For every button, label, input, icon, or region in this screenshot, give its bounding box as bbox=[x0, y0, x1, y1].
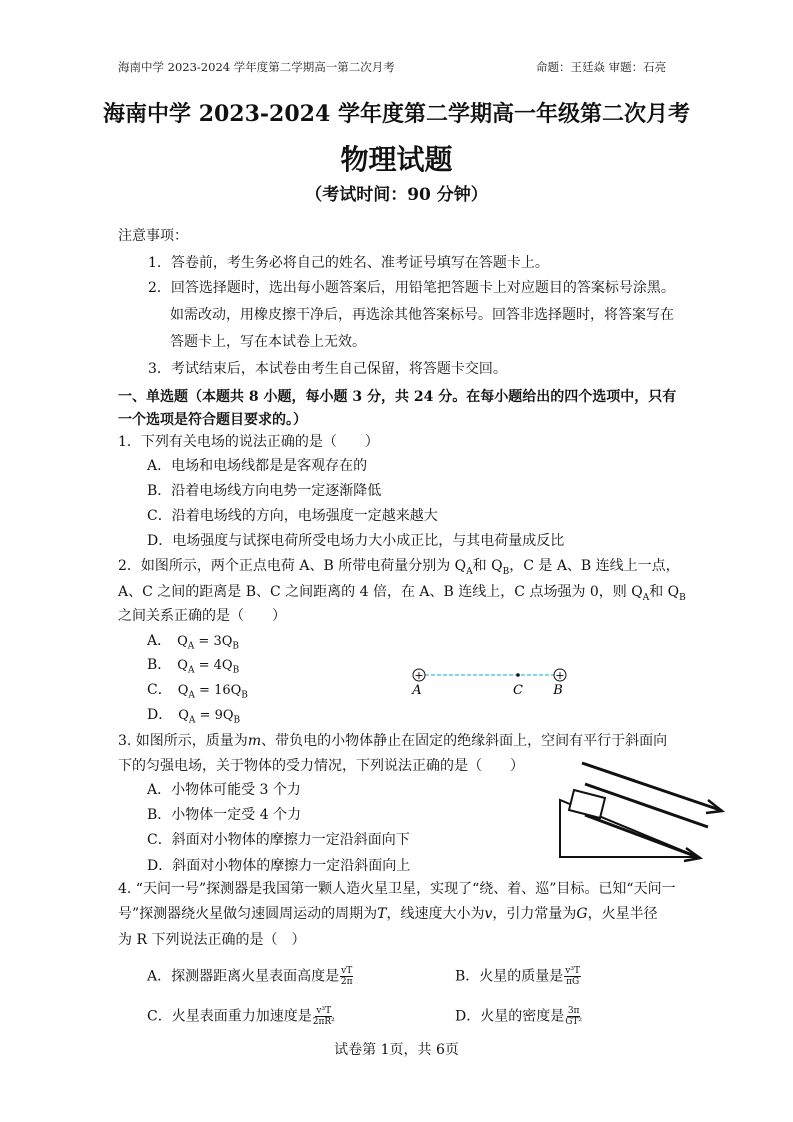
q4-stem-end: 为 R 下列说法正确的是（ ） bbox=[118, 932, 306, 948]
q2-option: D． $Q_A = 9Q_B$ bbox=[147, 707, 241, 726]
header-left: 海南中学 2023-2024 学年度第二学期高一第二次月考 bbox=[118, 60, 395, 74]
q2-option: B． $Q_A = 4Q_B$ bbox=[147, 657, 240, 676]
label-b: B bbox=[553, 683, 563, 698]
point-c bbox=[516, 673, 520, 677]
q2-option: C． $Q_A = 16Q_B$ bbox=[147, 682, 248, 701]
page-footer: 试卷第 1页，共 6页 bbox=[334, 1042, 459, 1058]
q3-option: C．斜面对小物体的摩擦力一定沿斜面向下 bbox=[147, 832, 410, 848]
charge-a-sign: + bbox=[414, 669, 424, 682]
q4-option: C．火星表面重力加速度是 $\frac{\text{v³T}}{\text{2πR²}}$ bbox=[147, 1006, 335, 1027]
label-a: A bbox=[412, 683, 422, 698]
q1-option: C．沿着电场线的方向，电场强度一定越来越大 bbox=[147, 508, 438, 524]
q2-stem-end: 之间关系正确的是（ ） bbox=[118, 608, 286, 624]
section-heading-cont: 一个选项是符合题目要求的。） bbox=[118, 412, 307, 428]
exam-duration: （考试时间：90 分钟） bbox=[305, 185, 488, 205]
q3-option: B．小物体一定受 4 个力 bbox=[147, 807, 302, 823]
note-item: 3．考试结束后，本试卷由考生自己保留，将答题卡交回。 bbox=[148, 361, 507, 377]
charge-b-sign: + bbox=[555, 669, 565, 682]
label-c: C bbox=[513, 683, 523, 698]
notes-heading: 注意事项： bbox=[118, 228, 188, 244]
exam-title: 海南中学 2023-2024 学年度第二学期高一年级第二次月考 bbox=[103, 101, 690, 127]
q4-option: D．火星的密度是 $\frac{3\pi}{\text{GT²}}$ bbox=[455, 1006, 583, 1027]
q1-option: A．电场和电场线都是是客观存在的 bbox=[147, 458, 368, 474]
q4-option: B．火星的质量是 $\frac{\text{v³T}}{\pi G}$ bbox=[455, 966, 580, 987]
q1-stem: 1．下列有关电场的说法正确的是（ ） bbox=[118, 434, 379, 450]
section-heading: 一、单选题（本题共 8 小题，每小题 3 分，共 24 分。在每小题给出的四个选项中，只有 bbox=[118, 389, 677, 405]
charges-diagram bbox=[400, 660, 580, 700]
q2-option: A． $Q_A = 3Q_B$ bbox=[147, 633, 240, 652]
note-item: 1．答卷前，考生务必将自己的姓名、准考证号填写在答题卡上。 bbox=[148, 255, 549, 271]
note-item: 2．回答选择题时，选出每小题答案后，用铅笔把答题卡上对应题目的答案标号涂黑。 bbox=[148, 280, 675, 296]
incline-diagram bbox=[530, 760, 730, 870]
note-item: 答题卡上，写在本试卷上无效。 bbox=[170, 334, 366, 350]
q4-stem-cont: 号”探测器绕火星做匀速圆周运动的周期为T，线速度大小为v，引力常量为G，火星半径 bbox=[118, 906, 658, 922]
q2-stem: 2．如图所示，两个正点电荷 A、B 所带电荷量分别为 $Q_A$和 $Q_B$，C 是 A、B 连线上一点， bbox=[118, 558, 680, 577]
note-item: 如需改动，用橡皮擦干净后，再选涂其他答案标号。回答非选择题时，将答案写在 bbox=[170, 307, 674, 323]
q3-stem-cont: 下的匀强电场，关于物体的受力情况，下列说法正确的是（ ） bbox=[118, 758, 524, 774]
subject-title: 物理试题 bbox=[340, 143, 453, 176]
header-right: 命题：王廷焱 审题：石亮 bbox=[536, 60, 667, 74]
q4-stem: 4. “天问一号”探测器是我国第一颗人造火星卫星，实现了“绕、着、巡”目标。已知“天问一 bbox=[118, 881, 676, 897]
q3-option: D．斜面对小物体的摩擦力一定沿斜面向上 bbox=[147, 858, 411, 874]
q4-option: A．探测器距离火星表面高度是 $\frac{vT}{2\pi}$ bbox=[147, 966, 353, 987]
q1-option: B．沿着电场线方向电势一定逐渐降低 bbox=[147, 483, 382, 499]
q2-stem-cont: A、C 之间的距离是 B、C 之间距离的 4 倍，在 A、B 连线上，C 点场强为 0，则 $Q_A$和 $Q_B$ bbox=[118, 584, 686, 603]
q1-option: D．电场强度与试探电荷所受电场力大小成正比，与其电荷量成反比 bbox=[147, 533, 565, 549]
q3-option: A．小物体可能受 3 个力 bbox=[147, 782, 301, 798]
q3-stem: 3. 如图所示，质量为m、带负电的小物体静止在固定的绝缘斜面上，空间有平行于斜面向 bbox=[118, 733, 668, 749]
